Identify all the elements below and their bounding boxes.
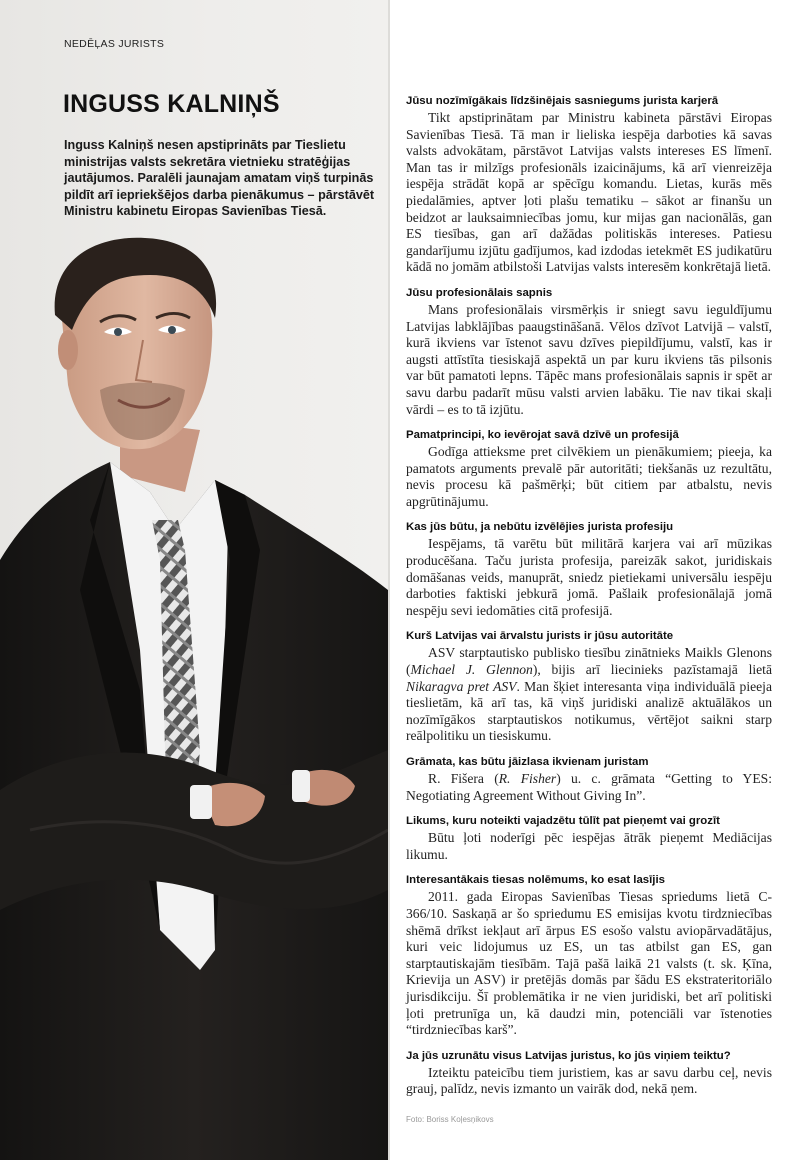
qa-item [406,94,772,276]
answer: 2011. gada Eiropas Savienības Tiesas spriedums lietā C-366/10. Saskaņā ar šo spriedumu ES emisijas kvotu tirdzniecības shēmā drīkst iekļaut arī ārpus ES esošo valstu aviopārvadātājus, kuri veic lidojumus uz ES, un tas atbilst gan ES, gan starptautiskajām tiesībām. Tajā pašā laikā 21 valsts (t. sk. Ķīna, Krievija un ASV) ir pretējās domās par šādu ES ekstrateritoriālo jurisdikciju. Šī problemātika ir ne vien juridiski, bet arī politiski ļoti pretrunīga un, kā daudzi min, potenciāli var īstenoties “tirdzniecības karš”. [406,889,772,1038]
answer-text: ASV starptautisko publisko tiesību zinātnieks Maikls Glenons ( [406,645,772,678]
qa-item [406,814,772,863]
answer: Iespējams, tā varētu būt militārā karjera vai arī mūzikas producēšana. Taču jurista profesija, pareizāk sakot, juridiskais domāšanas veids, manuprāt, sniedz pietiekami universālu iespēju darboties faktiski jebkurā jomā. Pašlaik profesionālajā jomā nespēju sevi iedomāties citā profesijā. [406,536,772,618]
left-panel [0,0,388,1160]
page-title: INGUSS KALNIŅŠ [63,90,280,118]
qa-item [406,286,772,418]
qa-item [406,520,772,619]
question: Jūsu profesionālais sapnis [406,286,553,299]
answer-text: ), bijis arī liecinieks pazīstamajā lietā [532,662,772,678]
answer [406,771,772,804]
question: Likums, kuru noteikti vajadzētu tūlīt pat pieņemt vai grozīt [406,815,720,828]
answer [406,645,772,745]
answer: Būtu ļoti noderīgi pēc iespējas ātrāk pieņemt Mediācijas likumu. [406,830,772,862]
answer-text: R. Fišera ( [428,771,499,786]
question: Interesantākais tiesas nolēmums, ko esat lasījis [406,874,665,887]
qa-item [406,629,772,745]
qa-item [406,755,772,804]
question: Jūsu nozīmīgākais līdzšinējais sasniegums jurista karjerā [406,95,719,107]
question: Kas jūs būtu, ja nebūtu izvēlējies jurista profesiju [406,521,674,534]
answer: Izteiktu pateicību tiem juristiem, kas ar savu darbu ceļ, nevis grauj, palīdz, nevis izmanto un vairāk dod, nekā ņem. [406,1064,772,1097]
qa-item [406,873,772,1038]
answer-italic: Michael J. Glennon [410,662,533,678]
answer: Godīga attieksme pret cilvēkiem un pienākumiem; pieeja, ka pamatots arguments prevalē pār autoritāti; tiekšanās uz rezultātu, nevis procesu kā pašmērķi; būt citiem par atbalstu, nevis apgrūtinājumu. [406,444,772,509]
answer-italic: Nikaragva pret ASV [406,678,517,694]
section-label: NEDĒĻAS JURISTS [64,38,165,50]
question: Pamatprincipi, ko ievērojat savā dzīvē un profesijā [406,429,679,442]
qa-item [406,428,772,510]
page-divider [388,0,390,1160]
answer-text: . Man šķiet interesanta viņa individuālā pieeja tieslietām, kā arī tas, kā viņš juridiski analizē aktuālākos un nozīmīgākos starptautiskos notikumus, vērtējot saikni starp reālpolitiku un tiesiskumu. [406,678,772,744]
answer: Tikt apstiprinātam par Ministru kabineta pārstāvi Eiropas Savienības Tiesā. Tā man ir lieliska iespēja darboties kā savas valsts advokātam, pārstāvot Latvijas valsts intereses ES līmenī. Man tas ir milzīgs profesionāls izaicinājums, kā arī vienreizēja iespēja strādāt kopā ar spēcīgu komandu. Lietas, kurās mēs piedalāmies, aptver ļoti plašu tematiku – sākot ar finanšu un beidzot ar lauksaimniecības jomu, kur mijas gan nacionālās, gan ES tiesības, gan arī dažādas politiskās intereses. Patiesu gandarījumu izjūtu gadījumos, kad izdodas ietekmēt ES judikatūru kādā no jomām atbilstoši Latvijas valsts interesēm konkrētajā lietā. [406,110,772,275]
interview-column [406,94,772,1108]
answer-text: ) u. c. grāmata “Getting to YES: Negotiating Agreement Without Giving In”. [406,771,772,803]
answer: Mans profesionālais virsmērķis ir sniegt savu ieguldījumu Latvijas labklājības paaugstināšanā. Vēlos dzīvot Latvijā – valstī, kurā ikviens var īstenot savu dzīves piepildījumu, valstī, kas ir augsti attīstīta tiesiskajā aspektā un par kuru ikviens tās pilsonis var būt pamatoti lepns. Tāpēc mans profesionālais sapnis ir spēt ar savu darbu padarīt mūsu valsti arvien labāku. Tie nav tikai skaļi vārdi – es to tā izjūtu. [406,301,772,417]
question: Kurš Latvijas vai ārvalstu jurists ir jūsu autoritāte [406,630,674,643]
photo-credit: Foto: Boriss Koļesņikovs [406,1115,494,1124]
qa-item [406,1049,772,1098]
question: Grāmata, kas būtu jāizlasa ikvienam juristam [406,756,649,768]
portrait-photo [0,230,388,1160]
answer-italic: R. Fisher [498,771,557,786]
question: Ja jūs uzrunātu visus Latvijas juristus, ko jūs viņiem teiktu? [406,1049,731,1062]
intro-text: Inguss Kalniņš nesen apstiprināts par Tieslietu ministrijas valsts sekretāra vietnieku stratēģijas jautājumos. Paralēli jaunajam amatam viņš turpinās pildīt arī iepriekšējos darba pienākumus – pārstāvēt Ministru kabinetu Eiropas Savienības Tiesā. [64,138,375,219]
